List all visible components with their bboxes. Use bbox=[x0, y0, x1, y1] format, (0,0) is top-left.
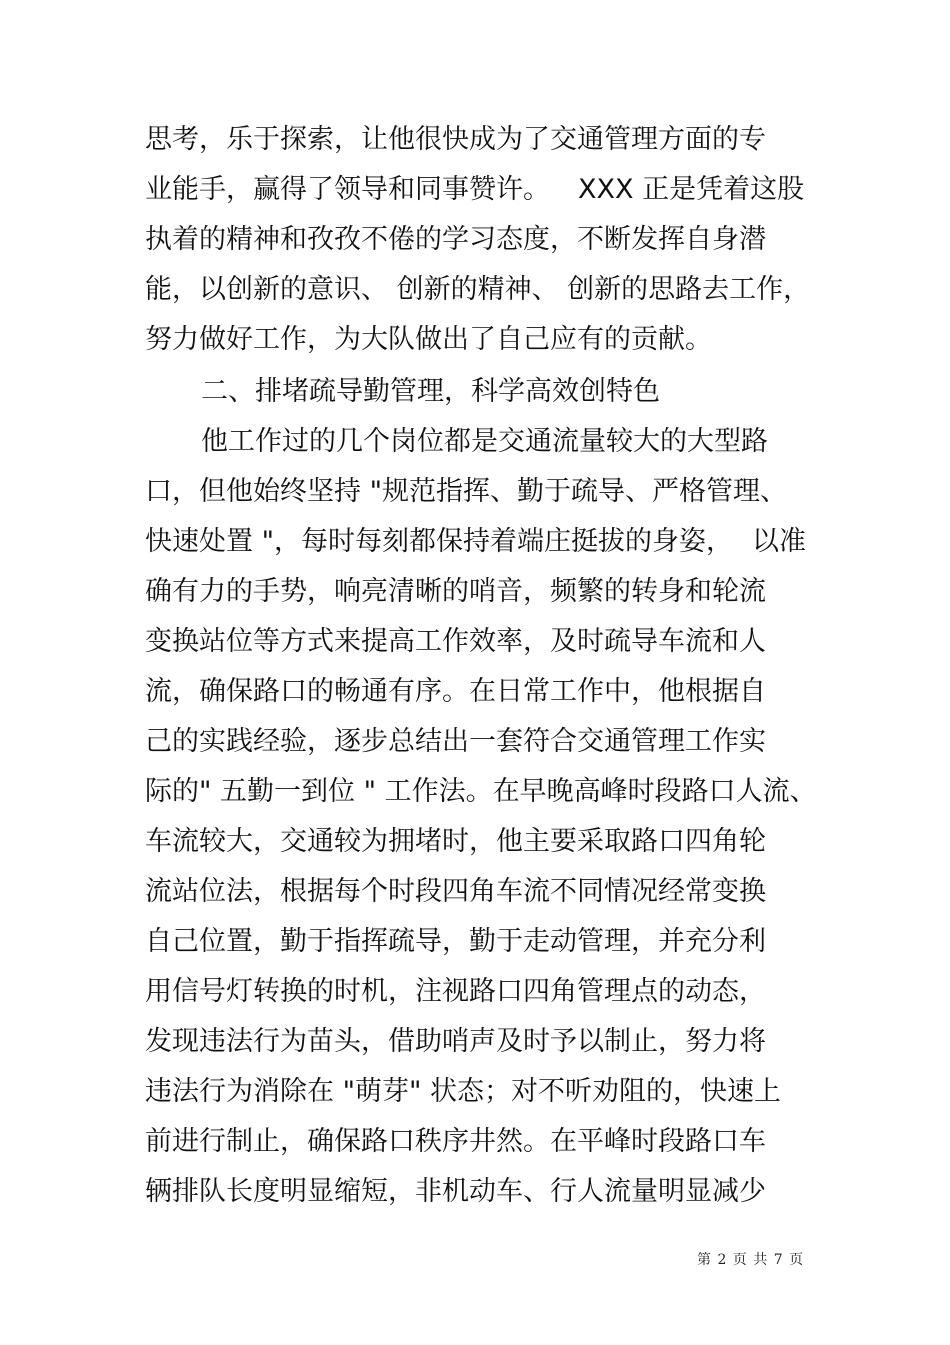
text-segment: 辆排队长度明显缩短，非机动车、行人流量明显减少 bbox=[145, 1176, 766, 1207]
text-segment: 自己位置，勤于指挥疏导，勤于走动管理，并充分利 bbox=[145, 926, 766, 957]
text-segment: 能，以创新的意识、 创新的精神、 创新的思路去工作， bbox=[145, 274, 811, 305]
text-line bbox=[0, 218, 950, 262]
text-line bbox=[0, 1120, 950, 1164]
text-segment: 努力做好工作，为大队做出了自己应有的贡献。 bbox=[145, 324, 712, 355]
text-line bbox=[0, 420, 950, 464]
text-segment: 快速处置 "，每时每刻都保持着端庄挺拔的身姿， bbox=[145, 526, 734, 557]
page-number: 第 2 页 共 7 页 bbox=[697, 1252, 805, 1268]
text-segment: 口，但他始终坚持 "规范指挥、勤于疏导、严格管理、 bbox=[145, 476, 788, 507]
text-segment: XXX 正是凭着这股 bbox=[578, 174, 805, 205]
text-line bbox=[0, 318, 950, 362]
text-segment: 发现违法行为苗头，借助哨声及时予以制止，努力将 bbox=[145, 1026, 766, 1057]
text-line bbox=[0, 370, 950, 414]
text-line bbox=[0, 168, 950, 212]
text-segment: 二、排堵疏导勤管理，科学高效创特色 bbox=[201, 376, 660, 407]
text-segment: 确有力的手势，响亮清晰的哨音，频繁的转身和轮流 bbox=[145, 576, 766, 607]
text-segment: 己的实践经验，逐步总结出一套符合交通管理工作实 bbox=[145, 726, 766, 757]
text-segment: 执着的精神和孜孜不倦的学习态度，不断发挥自身潜 bbox=[145, 224, 766, 255]
text-line bbox=[0, 1020, 950, 1064]
text-segment: 他工作过的几个岗位都是交通流量较大的大型路 bbox=[201, 426, 768, 457]
text-segment: 际的" 五勤一到位 " 工作法。在早晚高峰时段路口人流、 bbox=[145, 776, 817, 807]
text-segment: 违法行为消除在 "萌芽" 状态；对不听劝阻的，快速上 bbox=[145, 1076, 782, 1107]
text-line bbox=[0, 870, 950, 914]
text-line bbox=[0, 920, 950, 964]
page-footer bbox=[0, 1248, 950, 1272]
text-segment: 流，确保路口的畅通有序。在日常工作中，他根据自 bbox=[145, 676, 766, 707]
text-segment: 流站位法，根据每个时段四角车流不同情况经常变换 bbox=[145, 876, 766, 907]
text-segment: 变换站位等方式来提高工作效率，及时疏导车流和人 bbox=[145, 626, 766, 657]
text-line bbox=[0, 970, 950, 1014]
text-segment: 车流较大，交通较为拥堵时，他主要采取路口四角轮 bbox=[145, 826, 766, 857]
text-line bbox=[0, 268, 950, 312]
text-line bbox=[0, 570, 950, 614]
text-segment: 前进行制止，确保路口秩序井然。在平峰时段路口车 bbox=[145, 1126, 766, 1157]
text-segment: 用信号灯转换的时机，注视路口四角管理点的动态， bbox=[145, 976, 766, 1007]
text-line bbox=[0, 1170, 950, 1214]
text-line bbox=[0, 470, 950, 514]
text-line bbox=[0, 770, 950, 814]
text-line bbox=[0, 520, 950, 564]
text-line bbox=[0, 670, 950, 714]
text-segment: 思考，乐于探索，让他很快成为了交通管理方面的专 bbox=[145, 124, 766, 155]
text-segment: 以准 bbox=[752, 526, 806, 557]
text-line bbox=[0, 620, 950, 664]
text-segment: 业能手，赢得了领导和同事赞许。 bbox=[145, 174, 550, 205]
text-line bbox=[0, 820, 950, 864]
text-line bbox=[0, 1070, 950, 1114]
text-line bbox=[0, 720, 950, 764]
text-line bbox=[0, 118, 950, 162]
